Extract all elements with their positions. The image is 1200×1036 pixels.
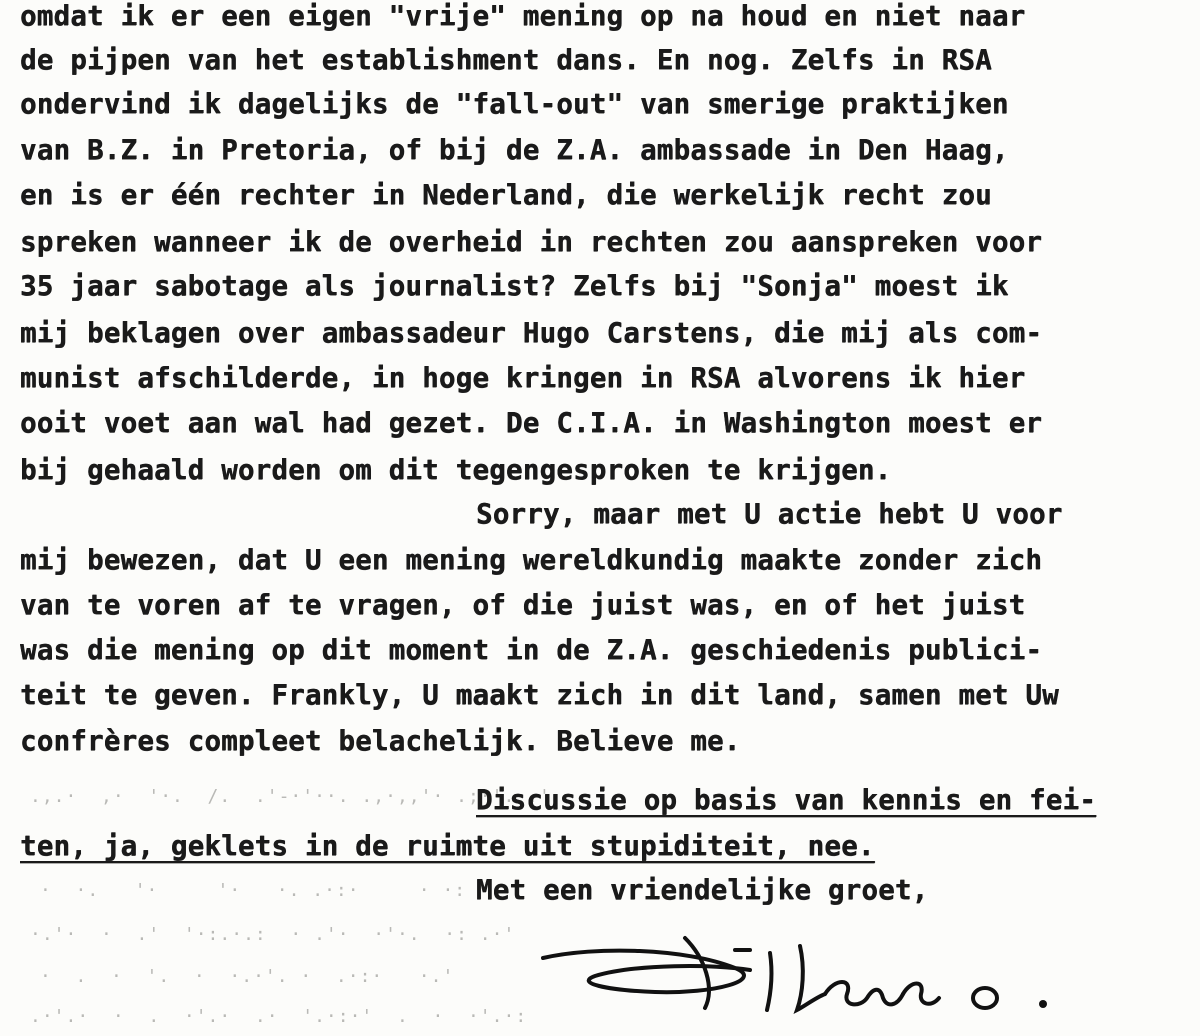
underlined-statement: Discussie op basis van kennis en fei- — [476, 784, 1096, 816]
letter-line: mij bewezen, dat U een mening wereldkundig maakte zonder zich — [20, 544, 1043, 576]
letter-line: mij beklagen over ambassadeur Hugo Carstens, die mij als com- — [20, 317, 1043, 349]
letter-line: bij gehaald worden om dit tegengesproken te krijgen. — [20, 454, 892, 486]
bleed-through-ghost-text: · . · '. · ·.·'. · .·:· ·.' — [40, 966, 455, 987]
letter-line: was die mening op dit moment in de Z.A. geschiedenis publici- — [20, 634, 1043, 666]
letter-line: spreken wanneer ik de overheid in rechten zou aanspreken voor — [20, 226, 1043, 258]
bleed-through-ghost-text: ·.'· · .' '·:.·.: · .'· ·'·. ·: .·' — [30, 924, 516, 945]
letter-line: ondervind ik dagelijks de "fall-out" van smerige praktijken — [20, 88, 1009, 120]
handwritten-signature — [535, 928, 1095, 1028]
letter-line: van te voren af te vragen, of die juist was, en of het juist — [20, 589, 1026, 621]
letter-line: Sorry, maar met U actie hebt U voor — [476, 498, 1063, 530]
bleed-through-ghost-text: .·'.· · . ·'.· .· '.·:·' . · ·'.·: — [30, 1006, 528, 1027]
letter-line: omdat ik er een eigen "vrije" mening op na houd en niet naar — [20, 0, 1026, 32]
letter-line: van B.Z. in Pretoria, of bij de Z.A. ambassade in Den Haag, — [20, 134, 1009, 166]
bleed-through-ghost-text: .,.· ,· '·. /. .'-·'··. .,·,,'· .;·'. .'· — [30, 786, 563, 807]
letter-line: 35 jaar sabotage als journalist? Zelfs bij "Sonja" moest ik — [20, 270, 1009, 302]
letter-line: munist afschilderde, in hoge kringen in RSA alvorens ik hier — [20, 362, 1026, 394]
letter-line: de pijpen van het establishment dans. En nog. Zelfs in RSA — [20, 44, 992, 76]
closing-greeting: Met een vriendelijke groet, — [476, 874, 929, 906]
letter-line: teit te geven. Frankly, U maakt zich in dit land, samen met Uw — [20, 679, 1059, 711]
letter-line: ooit voet aan wal had gezet. De C.I.A. in Washington moest er — [20, 407, 1043, 439]
bleed-through-ghost-text: · ·. '· '· ·. .·:· · ·: — [40, 880, 467, 901]
underlined-statement: ten, ja, geklets in de ruimte uit stupiditeit, nee. — [20, 830, 875, 862]
letter-line: en is er één rechter in Nederland, die werkelijk recht zou — [20, 179, 992, 211]
letter-line: confrères compleet belachelijk. Believe me. — [20, 725, 741, 757]
